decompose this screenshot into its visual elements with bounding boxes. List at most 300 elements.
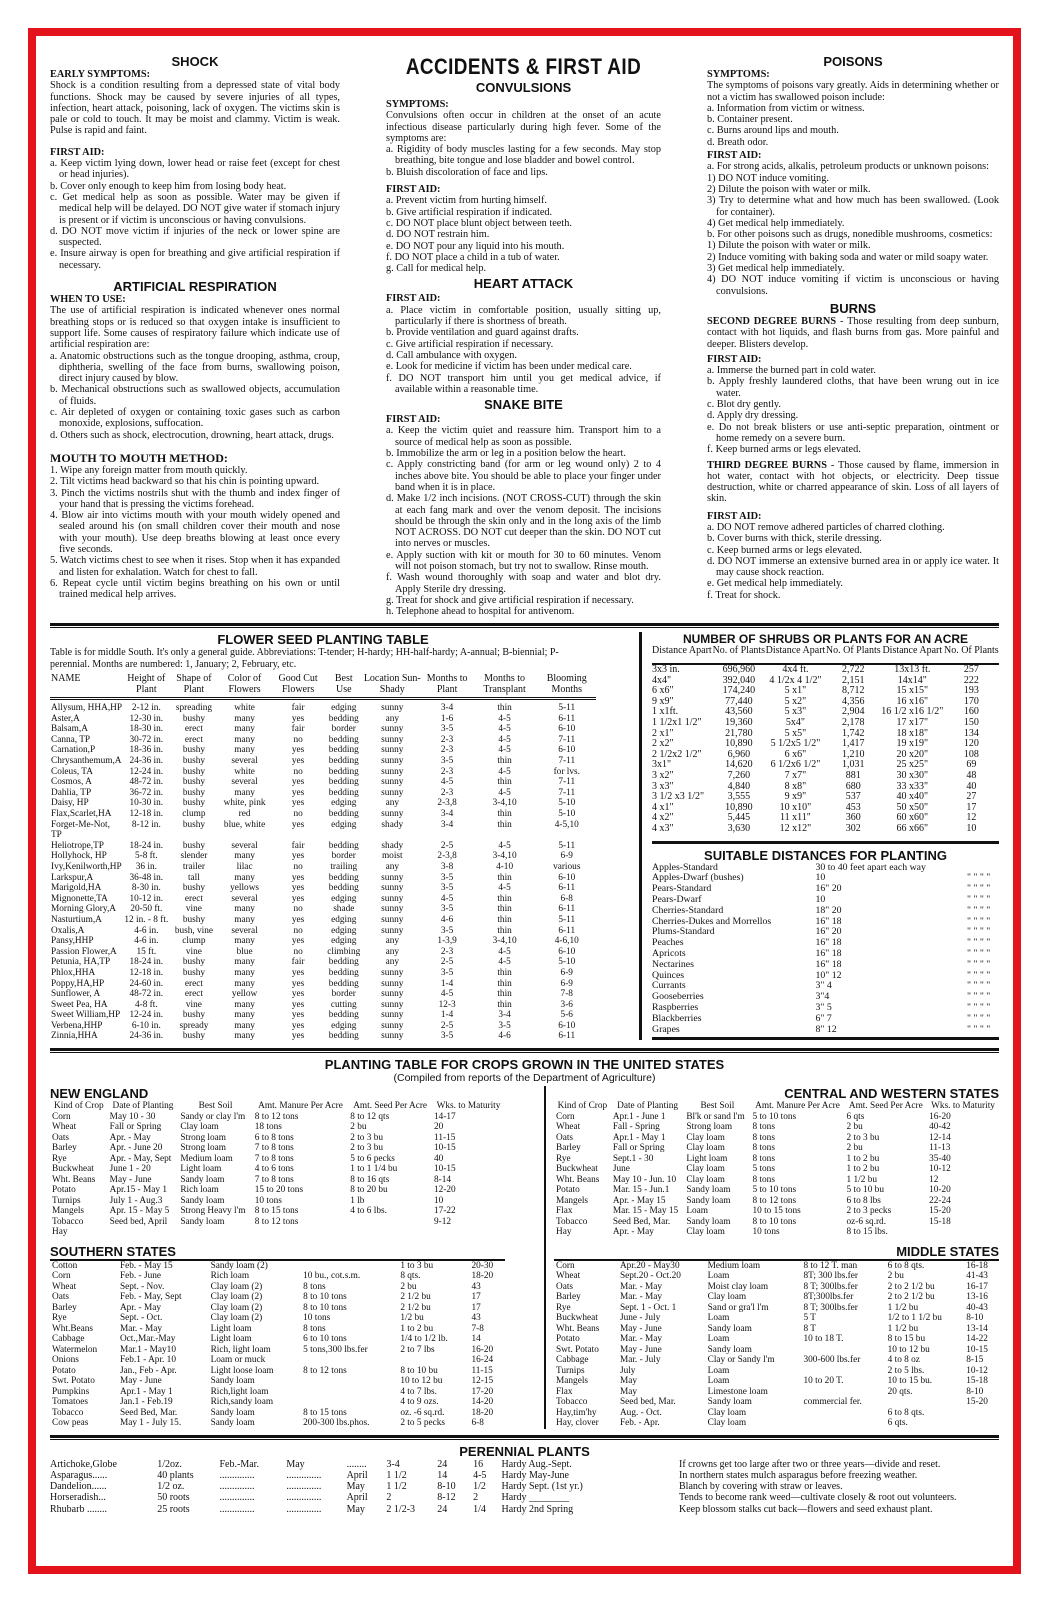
table-cell: many	[234, 734, 255, 745]
table-cell: 10	[815, 872, 826, 884]
table-cell: 150	[963, 717, 979, 729]
table-row	[554, 1143, 999, 1154]
table-cell: 12-24 in.	[129, 766, 164, 777]
when-to-use-label: WHEN TO USE:	[50, 294, 126, 306]
table-row	[652, 750, 999, 761]
table-cell: Raspberries	[652, 1001, 699, 1013]
table-row	[554, 1133, 999, 1144]
table-cell: Feb. - May 15	[119, 1260, 173, 1271]
table-row	[652, 813, 999, 824]
table-cell: shade	[333, 904, 355, 915]
table-row	[50, 1122, 505, 1133]
table-cell: 6-10 in.	[131, 1020, 161, 1031]
table-cell: 5-8 ft.	[134, 851, 158, 862]
table-cell: 10,890	[725, 738, 753, 750]
table-cell: bedding	[328, 734, 359, 745]
table-cell: fair	[291, 957, 305, 968]
table-cell: border	[331, 724, 356, 735]
table-cell: edging	[331, 936, 357, 947]
column-header: Blooming Months	[538, 673, 597, 699]
table-cell: Loam	[707, 1376, 730, 1387]
table-cell: vine	[185, 999, 202, 1010]
table-row	[50, 1324, 505, 1335]
table-cell: 3-6	[560, 999, 573, 1010]
table-row	[554, 1292, 999, 1303]
table-cell: any	[385, 936, 399, 947]
central-section	[554, 1086, 999, 1238]
table-row	[50, 699, 596, 714]
table-cell: 20-30	[471, 1260, 494, 1271]
table-cell: Apr. - May	[119, 1302, 161, 1313]
table-cell: May - June	[619, 1323, 662, 1334]
table-cell: Peaches	[652, 937, 684, 949]
table-row	[50, 915, 596, 926]
table-cell: 40	[966, 780, 977, 792]
table-cell: 10 to 15 tons	[752, 1206, 801, 1217]
table-row	[554, 1324, 999, 1335]
table-row	[652, 960, 999, 971]
table-cell: 4-5	[440, 989, 454, 1000]
table-cell: Sandy or clay l'm	[180, 1111, 246, 1122]
list-item: 1. Wipe any foreign matter from mouth quickly.	[50, 464, 248, 476]
list-item: b. Provide ventilation and guard against drafts.	[386, 327, 579, 339]
table-cell: 14	[437, 1469, 448, 1481]
table-row	[50, 724, 596, 735]
table-cell: white	[234, 766, 255, 777]
table-cell: 3 x3"	[652, 780, 674, 792]
table-cell: erect	[184, 893, 203, 904]
table-cell: 2,178	[842, 717, 865, 729]
table-row	[554, 1334, 999, 1345]
table-cell: shady	[381, 840, 404, 851]
table-row	[50, 777, 596, 788]
table-cell: Clay loam	[180, 1122, 219, 1133]
table-cell: Clay loam	[686, 1164, 725, 1175]
table-cell: Strong loam	[686, 1122, 733, 1133]
column-header: Months to Plant	[423, 673, 472, 699]
table-cell: thin	[497, 978, 512, 989]
table-cell: many	[234, 978, 255, 989]
table-cell: 2 bu	[400, 1281, 417, 1292]
table-cell: Balsam,A	[51, 724, 88, 735]
table-cell: 2 to 5 lbs.	[887, 1365, 925, 1376]
table-cell: 5-6	[560, 1010, 573, 1021]
second-degree-label: SECOND DEGREE BURNS	[707, 315, 837, 327]
table-cell: yes	[291, 819, 305, 830]
table-cell: thin	[497, 872, 512, 883]
table-row	[50, 873, 596, 884]
list-item: 4) Get medical help immediately.	[707, 217, 845, 229]
list-item: Keep blossom stalks cut back—flowers and seed exhaust plant.	[679, 1503, 933, 1515]
table-cell: any	[385, 946, 399, 957]
table-cell: 4 x3"	[652, 822, 674, 834]
table-cell: 48-72 in.	[129, 989, 164, 1000]
table-cell: Tobacco	[52, 1216, 84, 1227]
table-cell: 40-42	[929, 1122, 951, 1133]
table-cell: Strong loam	[180, 1132, 227, 1143]
list-item: 2) Induce vomiting with baking soda and water or mild soapy water.	[707, 251, 989, 263]
table-cell: April	[346, 1469, 368, 1481]
table-cell: Jan., Feb - Apr.	[119, 1365, 177, 1376]
table-cell: Oct.,Mar.-May	[119, 1334, 176, 1345]
table-cell: bushy	[182, 1031, 206, 1042]
table-cell: 10-12 in.	[129, 893, 164, 904]
table-cell: 10-15	[966, 1344, 988, 1355]
table-cell: 16" 20	[815, 883, 842, 895]
table-cell: 12	[929, 1174, 939, 1185]
table-cell: edging	[331, 1020, 357, 1031]
table-cell: 8 to 15 bu	[887, 1334, 926, 1345]
table-cell: bedding	[328, 967, 359, 978]
table-cell: sunny	[381, 883, 404, 894]
table-cell: 10" 12	[815, 969, 842, 981]
table-cell: 14,620	[725, 759, 753, 771]
table-cell: 5 to 10 tons	[752, 1111, 797, 1122]
table-cell: thin	[497, 703, 512, 714]
table-cell: Clay loam (2)	[210, 1281, 263, 1292]
table-cell: white, pink	[223, 798, 266, 809]
table-row	[554, 1217, 999, 1228]
table-cell: sunny	[381, 872, 404, 883]
table-row	[652, 803, 999, 814]
table-cell	[964, 1408, 999, 1419]
table-cell: several	[231, 756, 258, 767]
table-cell: tall	[187, 872, 200, 883]
table-cell: " " " "	[966, 915, 991, 927]
table-cell: 16-20	[929, 1111, 951, 1122]
column-header: NAME	[50, 673, 123, 699]
table-cell: June	[612, 1164, 630, 1175]
table-cell: 4 1/2x 4 1/2"	[769, 674, 822, 686]
table-cell: spreading	[175, 703, 212, 714]
table-cell: 14-22	[966, 1334, 988, 1345]
table-cell: 16-24	[471, 1355, 494, 1366]
divider	[50, 623, 999, 628]
table-cell: 1 lb	[350, 1195, 365, 1206]
table-cell: Light loam	[180, 1164, 222, 1175]
table-cell: 2-12 in.	[131, 703, 161, 714]
table-cell: 22-24	[929, 1195, 951, 1206]
table-cell: 10	[434, 1195, 444, 1206]
table-cell: Wht. Beans	[52, 1174, 96, 1185]
table-cell: 8-30 in.	[131, 883, 161, 894]
table-row	[652, 664, 999, 676]
table-cell: 193	[963, 685, 979, 697]
table-cell: 2-3	[440, 946, 454, 957]
list-item: b. Give artificial respiration if indicated.	[386, 206, 553, 218]
table-cell: Fall or Spring	[109, 1122, 162, 1133]
table-cell: trailing	[330, 861, 358, 872]
table-cell: 36 in.	[135, 861, 157, 872]
table-cell: Pears-Dwarf	[652, 893, 702, 905]
convulsions-symptoms-list	[386, 144, 661, 178]
table-cell: Oats	[556, 1132, 574, 1143]
table-cell: ..............	[219, 1492, 255, 1504]
table-cell: 1 to 1 1/4 bu	[350, 1164, 398, 1175]
table-cell: yes	[291, 914, 305, 925]
list-item: b. Cover burns with thick, sterile dressing.	[707, 533, 882, 545]
table-cell: Clay loam	[686, 1143, 725, 1154]
table-cell: July 1 - Aug.3	[109, 1195, 163, 1206]
table-cell: 8 to 12 tons	[254, 1216, 299, 1227]
table-cell: Pumpkins	[52, 1386, 90, 1397]
table-cell: 7-11	[558, 734, 576, 745]
table-cell: 4-5	[498, 734, 511, 745]
table-cell: sunny	[381, 893, 404, 904]
table-cell: 36-72 in.	[129, 787, 164, 798]
table-cell: Poppy,HA,HP	[51, 978, 105, 989]
table-cell: Tomatoes	[52, 1397, 89, 1408]
respiration-causes-list	[50, 351, 340, 441]
table-cell: 18-24 in.	[129, 840, 164, 851]
table-cell: Sandy loam	[686, 1195, 731, 1206]
table-cell: 5 to 10 bu	[846, 1185, 884, 1196]
column-header: Best Soil	[700, 1101, 735, 1112]
column-header: Amt. Manure Per Acre	[258, 1101, 343, 1112]
table-row	[652, 906, 999, 917]
table-cell: 15 x15"	[896, 685, 929, 697]
table-cell: 8T; 300 lbs.fer	[803, 1271, 858, 1282]
table-cell: 3-5	[440, 967, 454, 978]
shock-title: SHOCK	[171, 54, 219, 69]
table-cell: 5-11	[558, 840, 576, 851]
table-cell: 2 1/2 bu	[400, 1302, 431, 1313]
table-cell: yes	[291, 798, 305, 809]
table-cell: yes	[291, 999, 305, 1010]
burns-first-aid-label-2: FIRST AID:	[707, 510, 762, 522]
southern-section	[50, 1244, 505, 1429]
table-cell: 12-18 in.	[129, 967, 164, 978]
table-cell: 3-4,10	[492, 851, 517, 862]
table-cell: Turnips	[52, 1195, 81, 1206]
list-item: f. DO NOT transport him until you get medical advice, if available within a reasonable time.	[386, 372, 661, 395]
list-item: f. DO NOT place a child in a tub of water.	[386, 251, 560, 263]
column-header: Date of Planting	[112, 1101, 174, 1112]
table-cell: 5 tons,300 lbs.fer	[303, 1344, 368, 1355]
mouth-to-mouth-list	[50, 465, 340, 601]
table-cell: bedding	[328, 756, 359, 767]
table-cell: many	[234, 724, 255, 735]
table-cell: Buckwheat	[556, 1313, 598, 1324]
table-cell: 3x3 in.	[652, 664, 680, 676]
table-cell: 10-15	[434, 1164, 456, 1175]
table-cell: 8 to 10 bu	[400, 1365, 438, 1376]
table-cell: no	[293, 861, 303, 872]
table-cell: Tobacco	[556, 1216, 588, 1227]
table-cell: 6 to 8 lbs	[846, 1195, 881, 1206]
table-cell: no	[293, 734, 303, 745]
table-cell: Apr.1 - May 1	[119, 1386, 173, 1397]
table-cell: 2 bu	[887, 1271, 904, 1282]
list-item: 1) DO NOT induce vomiting.	[707, 172, 829, 184]
table-cell: no	[293, 925, 303, 936]
table-cell: 10-12	[929, 1164, 951, 1175]
table-cell: 8-12 in.	[131, 819, 161, 830]
table-cell: 43	[471, 1281, 481, 1292]
list-item: d. DO NOT immerse an extensive burned area in or apply ice water. It may cause shock reaction.	[707, 555, 999, 579]
table-cell: 360	[845, 812, 861, 824]
table-cell: 12-30 in.	[129, 713, 164, 724]
table-cell: 8 qts.	[400, 1271, 421, 1282]
table-cell: Tobacco	[556, 1397, 588, 1408]
table-cell: Sandy loam (2)	[210, 1260, 268, 1271]
table-cell: 40 x40"	[896, 791, 929, 803]
table-row	[50, 714, 596, 725]
table-cell: sunny	[381, 777, 404, 788]
table-cell: thin	[497, 777, 512, 788]
column-header: Color of Flowers	[219, 673, 271, 699]
table-cell: 3-4	[440, 809, 454, 819]
table-cell: 3" 4	[815, 980, 832, 992]
table-cell	[432, 1227, 505, 1238]
table-cell: bushy	[182, 798, 206, 809]
table-row	[652, 697, 999, 708]
table-cell: many	[234, 967, 255, 978]
table-row	[50, 1010, 596, 1021]
table-cell: Hardy May-June	[501, 1469, 569, 1481]
table-cell: 15-18	[966, 1376, 988, 1387]
table-cell: Sept. 1 - Oct. 1	[619, 1302, 677, 1313]
table-cell: 10-30 in.	[129, 798, 164, 809]
table-cell	[802, 1418, 886, 1429]
distances-table	[652, 863, 999, 1036]
table-cell: bushy	[182, 787, 206, 798]
table-cell: shady	[381, 819, 404, 830]
table-cell: Wht. Beans	[556, 1174, 600, 1185]
second-degree-aid-list	[707, 365, 999, 455]
table-cell: Bl'k or sand l'm	[686, 1111, 745, 1122]
table-row	[554, 1175, 999, 1186]
table-cell: 4 to 6 lbs.	[350, 1206, 387, 1217]
table-cell: 2-5	[440, 1020, 454, 1031]
table-cell: May	[346, 1503, 365, 1515]
table-cell: Potato	[52, 1365, 76, 1376]
table-cell: bushy	[182, 745, 206, 756]
table-cell: 1 to 2 bu	[846, 1153, 880, 1164]
table-cell: Corn	[52, 1271, 71, 1282]
table-cell: Daisy, HP	[51, 798, 89, 809]
burns-first-aid-label: FIRST AID:	[707, 353, 762, 365]
table-cell: sunny	[381, 734, 404, 745]
table-cell: Feb. - June	[119, 1271, 161, 1282]
column-header: Good Cut Flowers	[271, 673, 326, 699]
table-cell: 12-15	[471, 1376, 494, 1387]
table-cell: 2 to 3 pecks	[846, 1206, 892, 1217]
column-header: Kind of Crop	[54, 1101, 104, 1112]
table-row	[554, 1303, 999, 1314]
heart-first-aid-label: FIRST AID:	[386, 293, 441, 305]
table-row	[50, 1303, 505, 1314]
table-cell: 24-36 in.	[129, 756, 164, 767]
table-cell: 2 1/2-3	[386, 1503, 416, 1515]
convulsions-title: CONVULSIONS	[475, 80, 572, 95]
table-row	[50, 820, 596, 841]
poisons-first-aid-label: FIRST AID:	[707, 150, 762, 162]
table-cell: Watermelon	[52, 1344, 98, 1355]
table-cell: bushy	[182, 766, 206, 777]
table-cell: Medium loam	[707, 1260, 761, 1271]
distances-title: SUITABLE DISTANCES FOR PLANTING	[704, 847, 947, 863]
list-item: f. Wash wound thoroughly with soap and water and blot dry. Apply Sterile dry dressing.	[386, 572, 661, 595]
list-item: d. DO NOT move victim if injuries of the neck or lower spine are suspected.	[50, 225, 340, 249]
table-cell: Apr.1 - May 1	[612, 1132, 666, 1143]
table-row	[50, 1504, 630, 1515]
left-column	[50, 54, 340, 600]
table-cell: 1 1/2	[386, 1481, 407, 1493]
column-header: Distance Apart	[881, 646, 944, 664]
column-header: Amt. Seed Per Acre	[848, 1101, 923, 1112]
table-cell: 25 x25"	[896, 759, 929, 771]
table-cell: Onions	[52, 1355, 79, 1366]
table-cell	[348, 1227, 432, 1238]
table-cell: 6-11	[558, 904, 576, 915]
table-cell: 5 tons	[752, 1164, 775, 1175]
list-item: c. DO NOT place blunt object between teeth.	[386, 217, 572, 229]
table-row	[554, 1376, 999, 1387]
list-item: a. Anatomic obstructions such as the tongue drooping, asthma, croup, diphtheria, swelling of the face from burns, swallowing poison, direct injury caused by blow.	[50, 350, 340, 385]
table-cell: 4-6	[440, 914, 454, 925]
list-item: c. Apply constricting band (for arm or leg wound only) 2 to 4 inches above bite. You should be able to place your finger under band when it is in place.	[386, 459, 661, 493]
list-item: c. Keep burned arms or legs elevated.	[707, 544, 862, 556]
table-cell: 8 to 12 qts	[350, 1111, 390, 1122]
table-row	[554, 1164, 999, 1175]
table-row	[50, 1261, 505, 1272]
table-row	[652, 718, 999, 729]
shock-first-aid-list	[50, 158, 340, 271]
table-cell: border	[331, 851, 356, 862]
table-row	[50, 989, 596, 1000]
table-cell: 5 x3"	[784, 706, 807, 718]
table-row	[652, 676, 999, 687]
table-cell: 24-60 in.	[129, 978, 164, 989]
table-cell: 2 to 7 lbs	[400, 1344, 435, 1355]
table-cell: 2-3	[440, 745, 454, 756]
table-cell: 2 to 2 1/2 bu	[887, 1281, 935, 1292]
list-item: e. Look for medicine if victim has been under medical care.	[386, 361, 632, 373]
table-cell: yes	[291, 777, 305, 788]
crops-subtitle: (Compiled from reports of the Department of Agriculture)	[393, 1072, 656, 1085]
table-cell: sunny	[381, 809, 404, 819]
table-cell: Barley	[556, 1292, 581, 1303]
table-cell: 4 x2"	[652, 812, 674, 824]
table-cell: 18-30 in.	[129, 724, 164, 735]
table-cell: Loam	[707, 1334, 730, 1345]
table-cell: many	[234, 1010, 255, 1021]
list-item: b. Container present.	[707, 114, 793, 126]
table-cell: Oats	[556, 1281, 574, 1292]
table-cell: 2 to 3 bu	[846, 1132, 880, 1143]
table-cell: commercial fer.	[803, 1397, 862, 1408]
list-item: Tends to become rank weed—cultivate closely & root out volunteers.	[679, 1492, 957, 1504]
table-cell: thin	[497, 967, 512, 978]
table-cell: 8 to 12 tons	[254, 1111, 299, 1122]
table-row	[50, 1376, 505, 1387]
table-cell: 60 x60"	[896, 812, 929, 824]
table-cell: 14	[471, 1334, 481, 1345]
column-header: Distance Apart	[765, 646, 825, 664]
table-cell: thin	[497, 893, 512, 904]
table-cell: 24-36 in.	[129, 1031, 164, 1042]
table-cell: 6-10	[558, 946, 576, 957]
table-cell: Wheat	[556, 1271, 581, 1282]
table-cell: 12-3	[438, 999, 456, 1010]
table-cell: bush, vine	[174, 925, 214, 936]
table-cell: thin	[497, 819, 512, 830]
table-cell: 6-9	[560, 978, 573, 989]
table-cell: Rye	[556, 1153, 571, 1164]
southern-title: SOUTHERN STATES	[50, 1244, 505, 1261]
table-cell: 8 to 10 tons	[303, 1302, 347, 1313]
